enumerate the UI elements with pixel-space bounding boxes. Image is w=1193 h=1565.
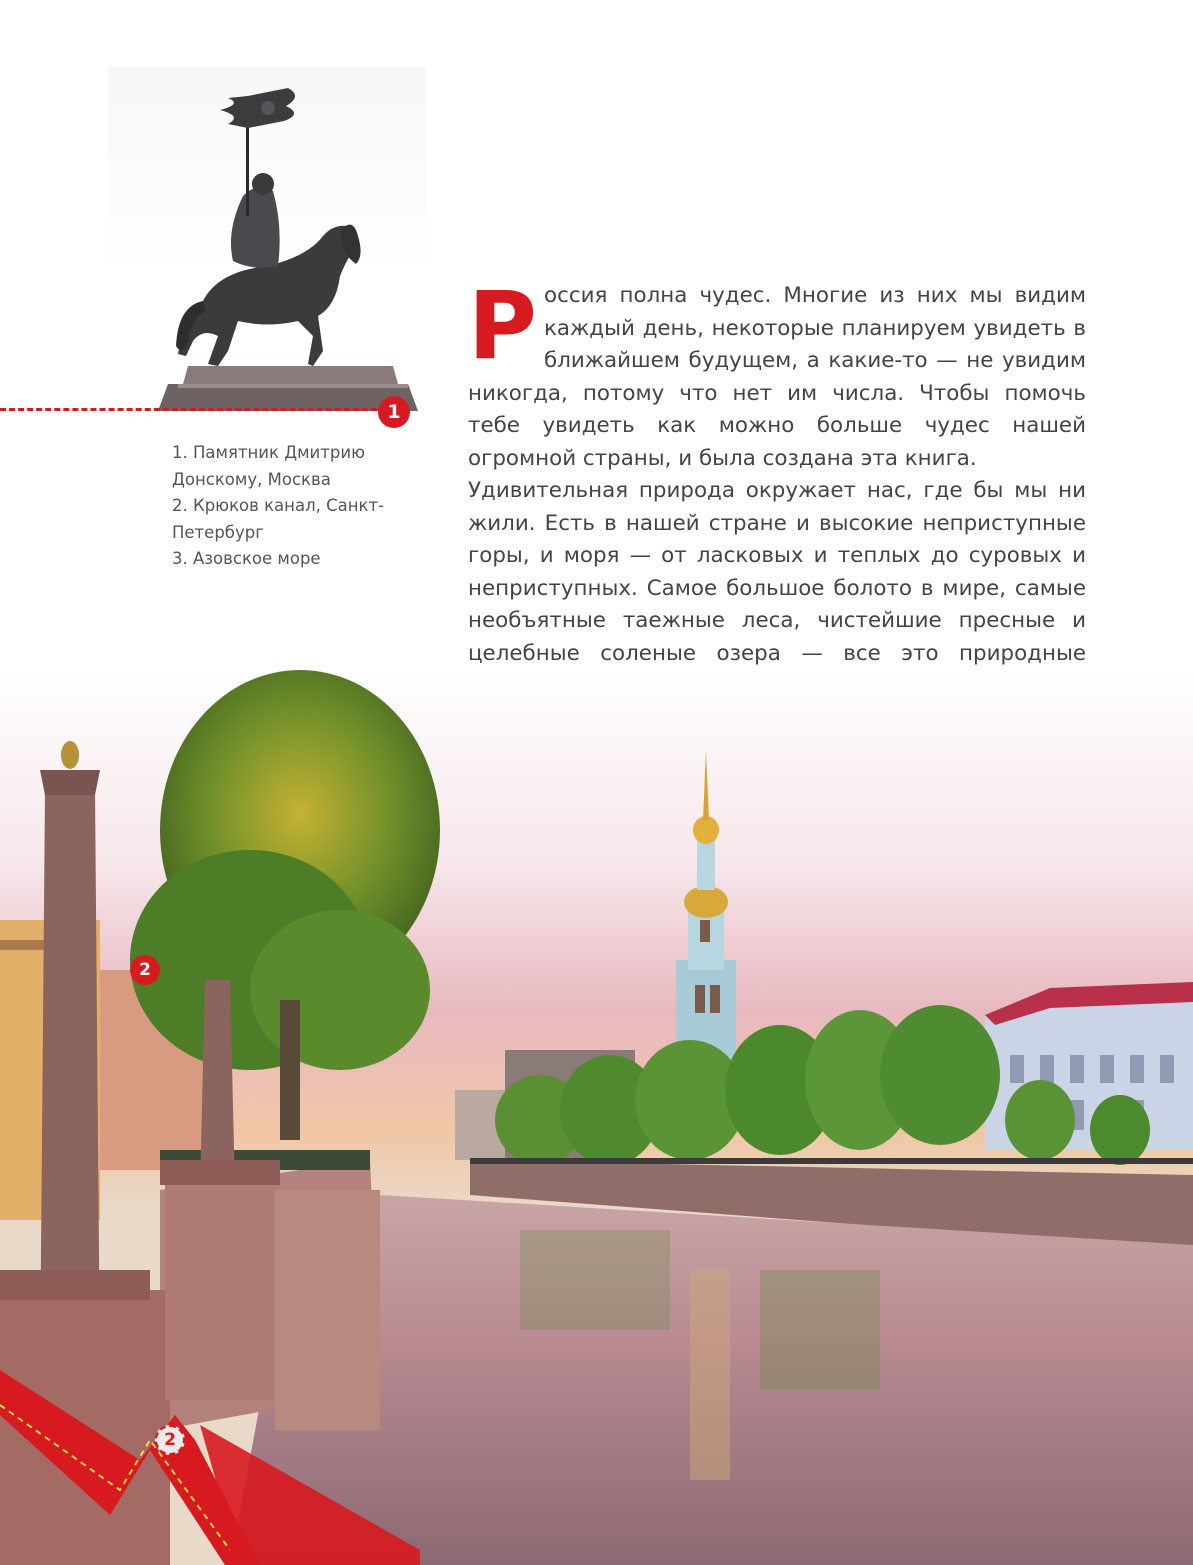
caption-line: 3. Азовское море bbox=[172, 549, 321, 568]
image-number-badge-1: 1 bbox=[378, 396, 410, 428]
image-number-badge-2: 2 bbox=[130, 955, 160, 985]
caption-line: Петербург bbox=[172, 522, 264, 542]
statue-photo bbox=[108, 66, 426, 411]
image-number-badge-2-bottom: 2 bbox=[155, 1425, 185, 1455]
paragraph-1: оссия полна чудес. Многие из них мы видим каждый день, некоторые планируем увидеть в ближайшем будущем, а какие-то — не увидим никогда, потому что нет им числа. Чтобы помочь тебе увидеть как можно больше чудес нашей огромной страны, и была создана эта книга. bbox=[468, 283, 1086, 471]
image-captions bbox=[172, 440, 422, 573]
caption-line: 1. Памятник Дмитрию bbox=[172, 443, 365, 462]
paragraph-2: Удивительная природа окружает нас, где бы мы ни жили. Есть в нашей стране и высокие неприступные горы, и моря — от ласковых и теплых до суровых и неприступных. Самое большое болото в мире, самые необъятные таежные леса, чистейшие пресные и целебные соленые озера — все это природные bbox=[468, 478, 1086, 666]
caption-line: 2. Крюков канал, Санкт- bbox=[172, 496, 385, 515]
divider-dashed-1 bbox=[0, 408, 395, 411]
caption-line: Донскому, Москва bbox=[172, 469, 331, 489]
drop-cap: Р bbox=[468, 272, 537, 381]
